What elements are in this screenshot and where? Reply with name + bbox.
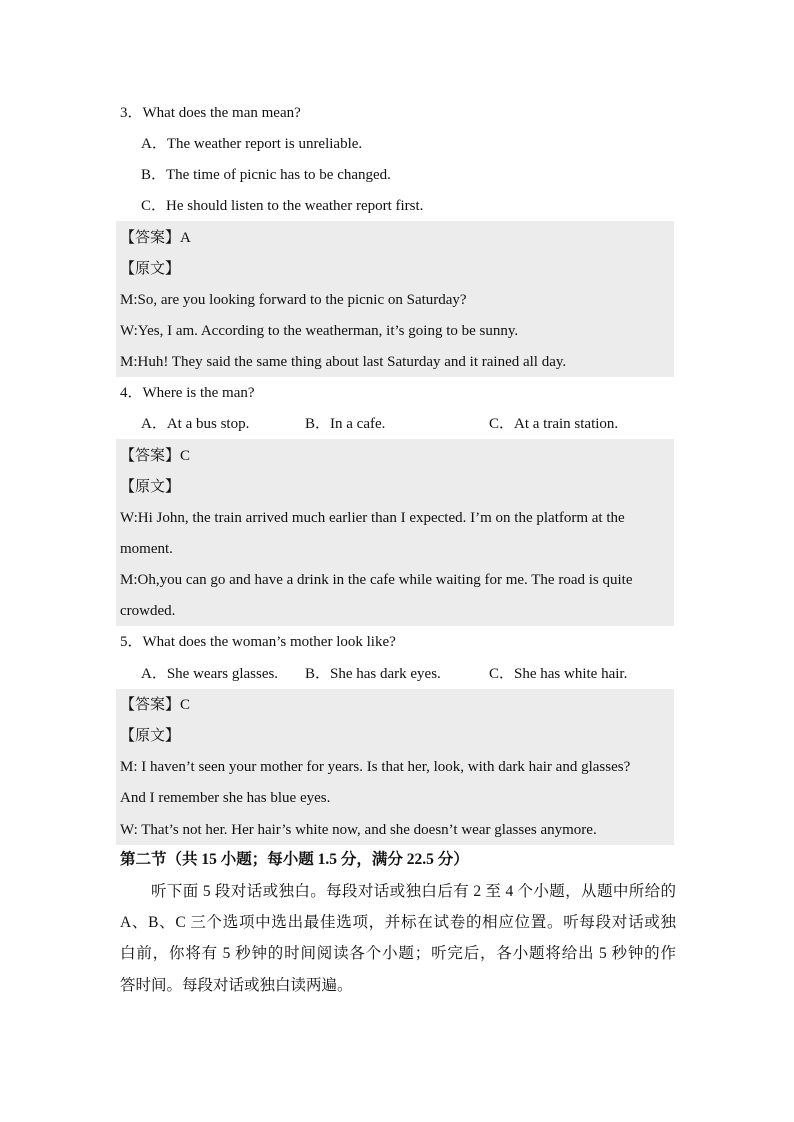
section-2-heading: 第二节（共 15 小题；每小题 1.5 分，满分 22.5 分） xyxy=(120,851,469,868)
instruction-line: 答时间。每段对话或独白读两遍。 xyxy=(120,976,353,994)
question-5-stem: 5．What does the woman’s mother look like? xyxy=(120,634,396,650)
transcript-line: crowded. xyxy=(120,603,176,619)
answer-q5: 【答案】C xyxy=(120,697,191,713)
instruction-line: 听下面 5 段对话或独白。每段对话或独白后有 2 至 4 个小题，从题中所给的 xyxy=(151,883,676,900)
question-4-option-a: A．At a bus stop. xyxy=(141,416,250,432)
answer-q3: 【答案】A xyxy=(120,230,191,246)
transcript-line: moment. xyxy=(120,541,173,557)
transcript-line: And I remember she has blue eyes. xyxy=(120,790,331,806)
transcript-line: M: I haven’t seen your mother for years. Is that her, look, with dark hair and glasses? xyxy=(120,759,631,775)
question-4-option-c: C．At a train station. xyxy=(489,416,619,432)
question-4-stem: 4．Where is the man? xyxy=(120,385,255,401)
section-2-instructions xyxy=(120,876,676,1001)
question-5-option-c: C．She has white hair. xyxy=(489,666,628,682)
transcript-line: W:Hi John, the train arrived much earlier than I expected. I’m on the platform at the xyxy=(120,510,625,526)
question-3-option-a: A．The weather report is unreliable. xyxy=(141,136,363,152)
question-5-option-a: A．She wears glasses. xyxy=(141,666,279,682)
answer-q4: 【答案】C xyxy=(120,448,191,464)
question-3-option-b: B．The time of picnic has to be changed. xyxy=(141,167,391,183)
transcript-line: M:Huh! They said the same thing about last Saturday and it rained all day. xyxy=(120,354,567,370)
answer-block-q4 xyxy=(116,439,674,626)
question-4-option-b: B．In a cafe. xyxy=(305,416,386,432)
instruction-line: A、B、C 三个选项中选出最佳选项，并标在试卷的相应位置。听每段对话或独 xyxy=(120,914,676,932)
transcript-label-q4: 【原文】 xyxy=(120,479,181,495)
transcript-line: W: That’s not her. Her hair’s white now, and she doesn’t wear glasses anymore. xyxy=(120,822,597,838)
instruction-line: 白前，你将有 5 秒钟的时间阅读各个小题；听完后，各小题将给出 5 秒钟的作 xyxy=(120,945,676,963)
transcript-line: M:Oh,you can go and have a drink in the cafe while waiting for me. The road is quite xyxy=(120,572,633,588)
question-3-option-c: C．He should listen to the weather report first. xyxy=(141,198,424,214)
transcript-label-q3: 【原文】 xyxy=(120,261,181,277)
question-5-option-b: B．She has dark eyes. xyxy=(305,666,441,682)
transcript-label-q5: 【原文】 xyxy=(120,728,181,744)
transcript-line: M:So, are you looking forward to the picnic on Saturday? xyxy=(120,292,467,308)
transcript-line: W:Yes, I am. According to the weatherman, it’s going to be sunny. xyxy=(120,323,519,339)
question-3-stem: 3．What does the man mean? xyxy=(120,105,301,121)
